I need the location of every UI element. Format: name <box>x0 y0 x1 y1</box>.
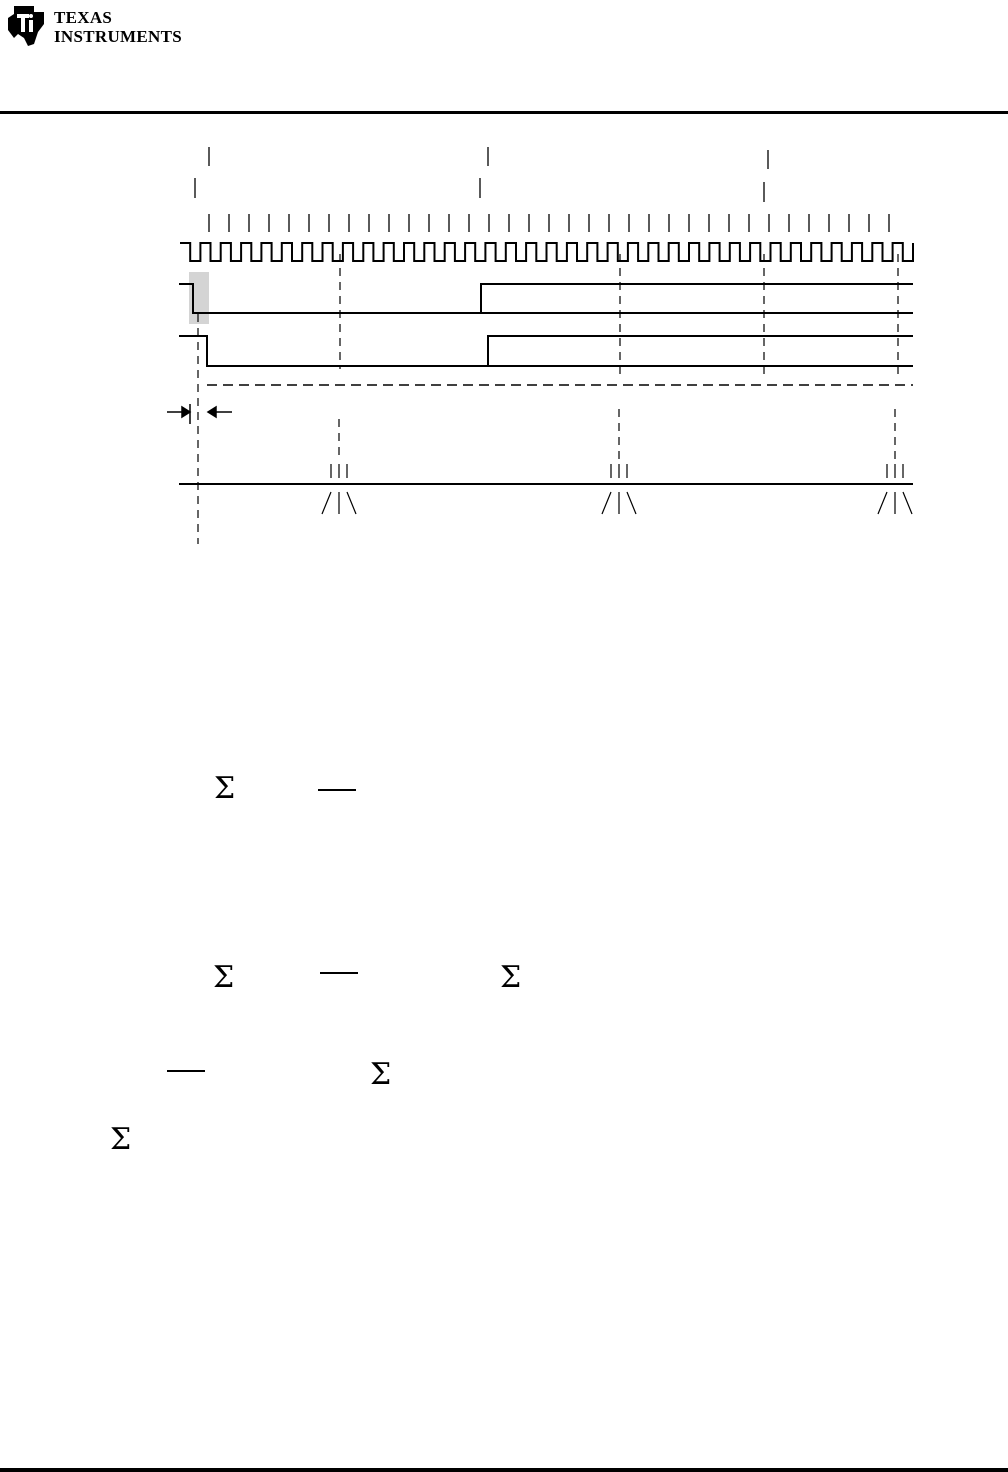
signal-line-2 <box>179 336 913 366</box>
brand-line1: TEXAS <box>54 8 113 27</box>
sigma-icon: Σ <box>213 960 235 995</box>
ti-brand-text <box>54 8 182 46</box>
ti-logo-icon <box>4 4 50 48</box>
sigma-icon: Σ <box>500 960 522 995</box>
page-header <box>0 0 1008 114</box>
fraction-bar <box>320 972 358 974</box>
timing-diagram <box>0 114 1008 554</box>
brand-line2: INSTRUMENTS <box>54 27 182 46</box>
timing-arrows <box>167 404 232 424</box>
clock-waveform <box>180 243 913 261</box>
sigma-icon: Σ <box>214 771 236 806</box>
cycle-tick-marks <box>209 214 889 232</box>
top-markers <box>195 147 768 202</box>
sigma-icon: Σ <box>370 1057 392 1092</box>
ti-logo <box>4 4 194 48</box>
signal-line-1 <box>179 284 913 313</box>
dashed-guides <box>198 254 898 544</box>
footer-rule <box>0 1468 1008 1472</box>
sigma-icon: Σ <box>110 1122 132 1157</box>
transition-marks <box>322 464 912 514</box>
fraction-bar <box>167 1070 205 1072</box>
fraction-bar <box>318 789 356 791</box>
